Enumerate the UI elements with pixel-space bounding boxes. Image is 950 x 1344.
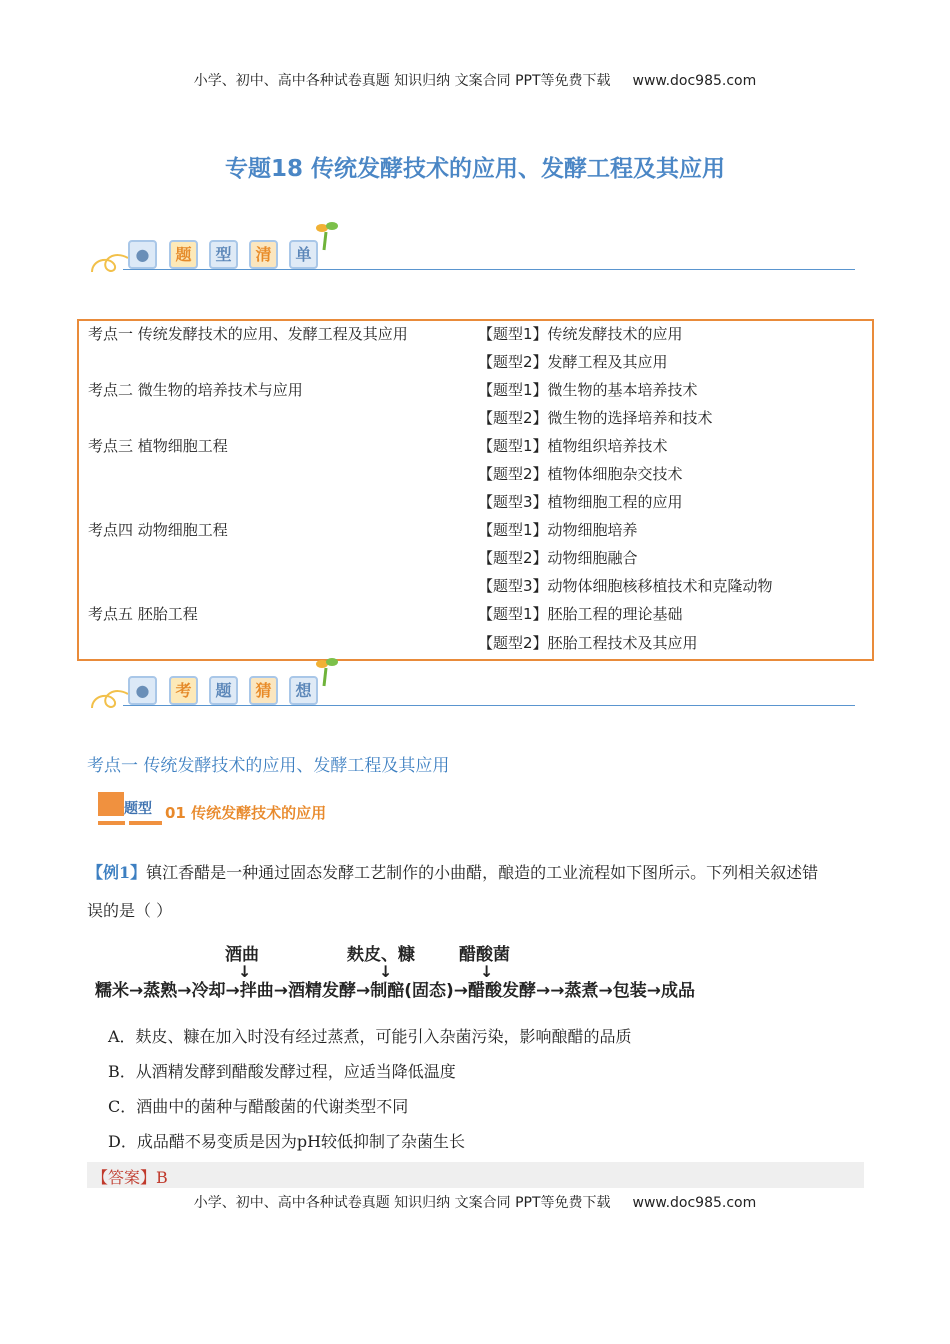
example-text: 镇江香醋是一种通过固态发酵工艺制作的小曲醋，酿造的工业流程如下图所示。下列相关叙述错	[146, 863, 819, 882]
type-cell: 【题型3】动物体细胞核移植技术和克隆动物	[478, 577, 773, 595]
banner-number-icon: ●	[128, 676, 157, 705]
table-row	[79, 575, 872, 603]
qtype-underline	[98, 821, 125, 825]
qtype-title: 01 传统发酵技术的应用	[165, 804, 327, 822]
point-cell: 考点四 动物细胞工程	[88, 521, 228, 539]
banner-char: 清	[249, 240, 278, 269]
banner-divider	[123, 705, 855, 706]
header-text: 小学、初中、高中各种试卷真题 知识归纳 文案合同 PPT等免费下载	[193, 73, 611, 89]
header-site-link[interactable]: www.doc985.com	[632, 73, 757, 89]
banner-number-icon: ●	[128, 240, 157, 269]
section-heading: 考点一 传统发酵技术的应用、发酵工程及其应用	[87, 756, 450, 776]
type-cell: 【题型2】微生物的选择培养和技术	[478, 409, 713, 427]
qtype-block-icon	[98, 792, 124, 816]
topic-list-table	[77, 319, 874, 661]
flow-main-steps: 糯米→蒸熟→冷却→拌曲→酒精发酵→制醅(固态)→醋酸发酵→→蒸煮→包装→成品	[95, 981, 695, 1001]
sprout-icon	[316, 656, 340, 688]
option-c: C．酒曲中的菌种与醋酸菌的代谢类型不同	[108, 1097, 409, 1116]
type-cell: 【题型2】动物细胞融合	[478, 549, 638, 567]
banner-question-types	[90, 226, 855, 276]
swirl-decoration-icon	[90, 682, 130, 712]
type-cell: 【题型1】微生物的基本培养技术	[478, 381, 698, 399]
banner-char: 猜	[249, 676, 278, 705]
answer-text: 【答案】B	[92, 1168, 168, 1187]
example-tag: 【例1】	[87, 863, 147, 882]
table-row	[79, 519, 872, 547]
type-cell: 【题型2】发酵工程及其应用	[478, 353, 668, 371]
type-cell: 【题型1】植物组织培养技术	[478, 437, 668, 455]
banner-divider	[123, 269, 855, 270]
page-footer	[0, 1192, 950, 1212]
table-row	[79, 323, 872, 351]
swirl-decoration-icon	[90, 246, 130, 276]
type-cell: 【题型2】胚胎工程技术及其应用	[478, 634, 698, 652]
banner-question-predictions	[90, 662, 855, 712]
banner-char: 型	[209, 240, 238, 269]
qtype-underline	[129, 821, 162, 825]
type-cell: 【题型2】植物体细胞杂交技术	[478, 465, 683, 483]
banner-char: 考	[169, 676, 198, 705]
sprout-icon	[316, 220, 340, 252]
down-arrow-icon: ↓	[379, 962, 393, 981]
down-arrow-icon: ↓	[238, 962, 252, 981]
page-title: 专题18 传统发酵技术的应用、发酵工程及其应用	[224, 156, 725, 182]
banner-char: 想	[289, 676, 318, 705]
table-row	[79, 547, 872, 575]
table-row	[79, 463, 872, 491]
option-a: A．麸皮、糠在加入时没有经过蒸煮，可能引入杂菌污染，影响酿醋的品质	[108, 1027, 632, 1046]
banner-char: 单	[289, 240, 318, 269]
point-cell: 考点五 胚胎工程	[88, 605, 198, 623]
table-row	[79, 407, 872, 435]
banner-char: 题	[209, 676, 238, 705]
answer-box	[87, 1162, 864, 1188]
process-flow-diagram	[95, 940, 755, 1004]
footer-site-link[interactable]: www.doc985.com	[632, 1195, 757, 1211]
type-cell: 【题型1】动物细胞培养	[478, 521, 638, 539]
flow-input-label: 酒曲	[225, 945, 259, 965]
example-question	[87, 854, 862, 930]
flow-input-label: 醋酸菌	[459, 945, 510, 965]
footer-text: 小学、初中、高中各种试卷真题 知识归纳 文案合同 PPT等免费下载	[193, 1195, 611, 1211]
point-cell: 考点一 传统发酵技术的应用、发酵工程及其应用	[88, 325, 408, 343]
banner-char: 题	[169, 240, 198, 269]
table-row	[79, 603, 872, 631]
question-type-heading	[98, 792, 398, 832]
table-row	[79, 351, 872, 379]
point-cell: 考点二 微生物的培养技术与应用	[88, 381, 303, 399]
qtype-label: 题型	[124, 801, 152, 817]
table-row	[79, 632, 872, 660]
point-cell: 考点三 植物细胞工程	[88, 437, 228, 455]
page-header	[0, 70, 950, 90]
option-d: D．成品醋不易变质是因为pH较低抑制了杂菌生长	[108, 1132, 466, 1151]
down-arrow-icon: ↓	[480, 962, 494, 981]
option-b: B．从酒精发酵到醋酸发酵过程，应适当降低温度	[108, 1062, 456, 1081]
type-cell: 【题型1】胚胎工程的理论基础	[478, 605, 683, 623]
example-text-cont: 误的是（ ）	[87, 901, 173, 920]
flow-input-label: 麸皮、糠	[347, 945, 415, 965]
table-row	[79, 491, 872, 519]
type-cell: 【题型1】传统发酵技术的应用	[478, 325, 683, 343]
table-row	[79, 435, 872, 463]
table-row	[79, 379, 872, 407]
type-cell: 【题型3】植物细胞工程的应用	[478, 493, 683, 511]
